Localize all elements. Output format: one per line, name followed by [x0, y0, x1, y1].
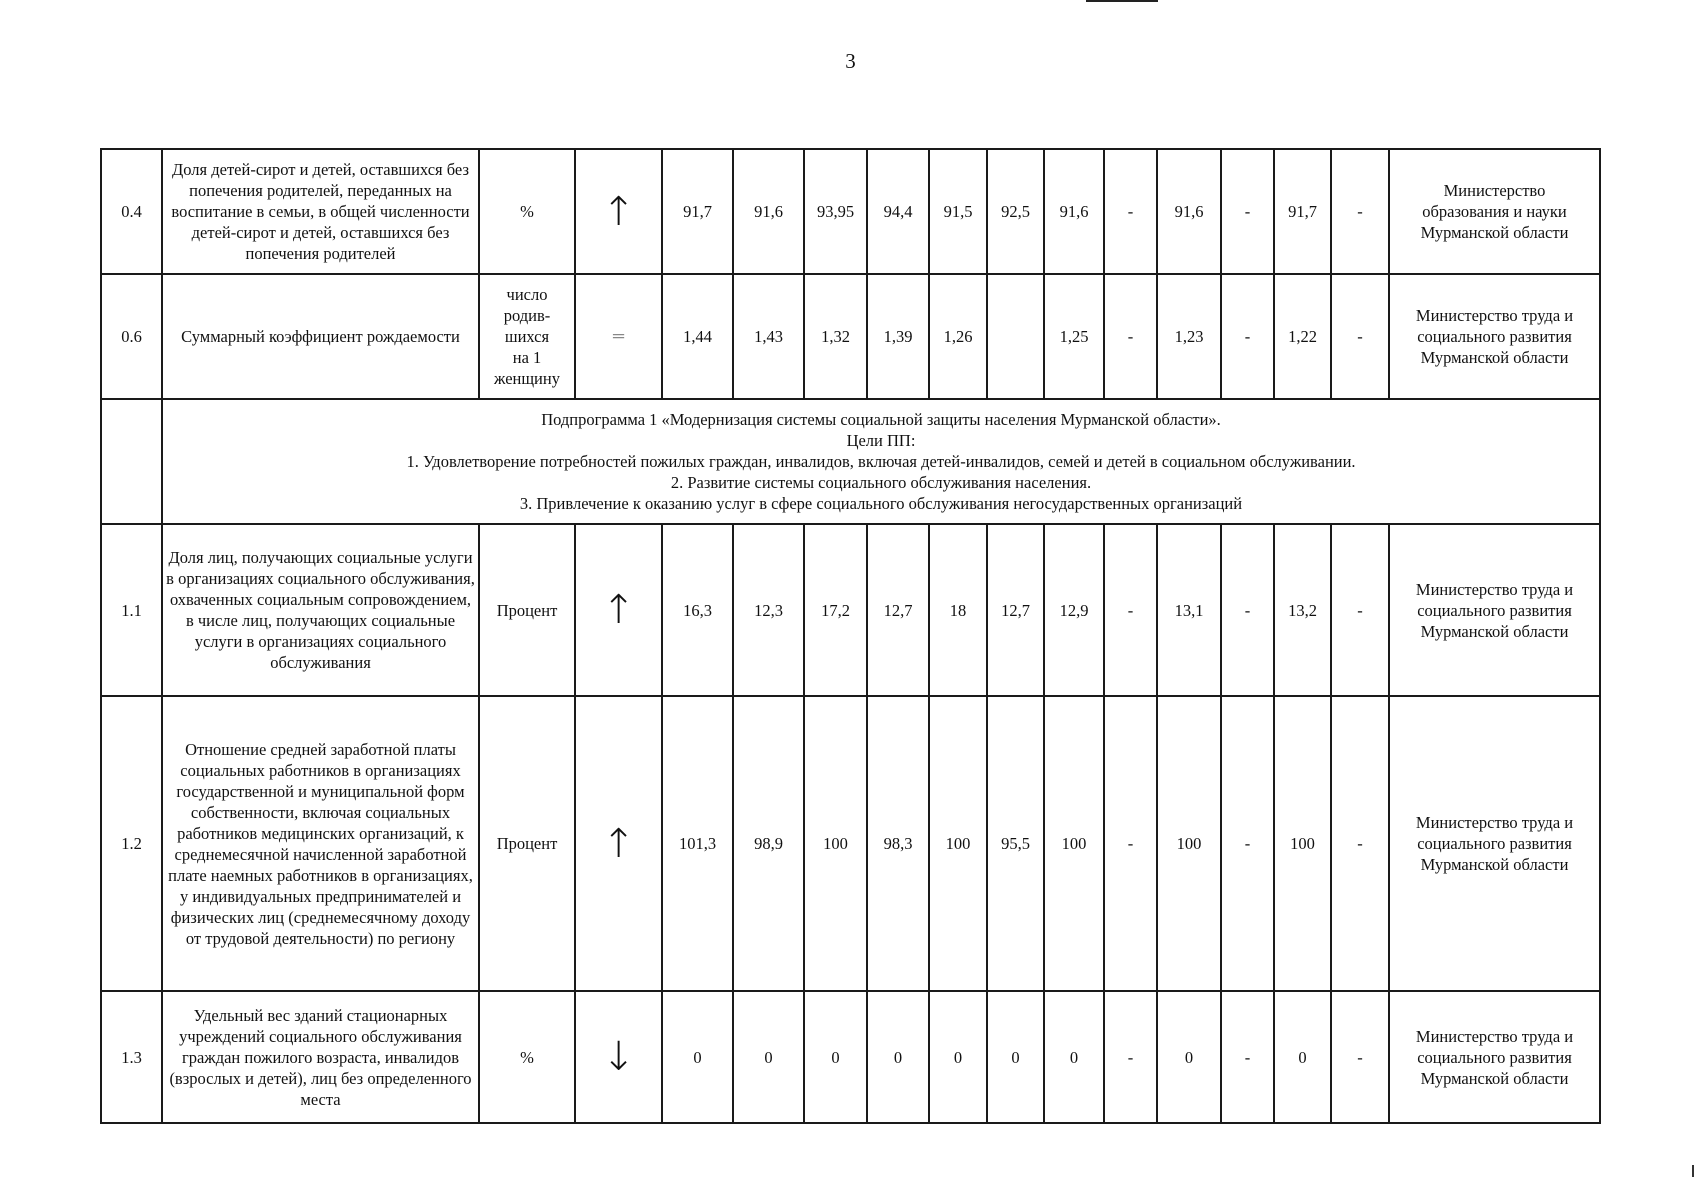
- indicator-name: Доля лиц, получающих социальные услуги в организациях социального обслуживания, охваченных социальным сопровождением, в числе лиц, получающих социальные услуги в организациях социального обслуживания: [162, 524, 479, 696]
- responsible-agency: Министерство труда и социального развития Мурманской области: [1389, 991, 1600, 1123]
- value-cell: 98,9: [733, 696, 804, 991]
- unit: Процент: [479, 696, 575, 991]
- value-cell: 13,1: [1157, 524, 1221, 696]
- table-row: [101, 696, 1600, 991]
- value-cell: 91,6: [1044, 149, 1104, 274]
- value-cell: 12,7: [987, 524, 1044, 696]
- indicator-name: Суммарный коэффициент рождаемости: [162, 274, 479, 399]
- value-cell: 91,6: [1157, 149, 1221, 274]
- value-cell: -: [1331, 149, 1389, 274]
- value-cell: 1,44: [662, 274, 733, 399]
- value-cell: -: [1221, 696, 1274, 991]
- value-cell: -: [1221, 991, 1274, 1123]
- row-number: 1.1: [101, 524, 162, 696]
- value-cell: 0: [929, 991, 987, 1123]
- value-cell: 0: [733, 991, 804, 1123]
- value-cell: 0: [987, 991, 1044, 1123]
- value-cell: 100: [1044, 696, 1104, 991]
- value-cell: -: [1331, 524, 1389, 696]
- arrow-down-icon: ↓: [575, 991, 662, 1123]
- row-number: 0.4: [101, 149, 162, 274]
- table-row: [101, 524, 1600, 696]
- value-cell: 0: [1044, 991, 1104, 1123]
- subprogram-goal: 1. Удовлетворение потребностей пожилых граждан, инвалидов, включая детей-инвалидов, семей и детей в социальном обслуживании.: [406, 452, 1356, 471]
- value-cell: -: [1104, 991, 1157, 1123]
- value-cell: 95,5: [987, 696, 1044, 991]
- value-cell: -: [1221, 274, 1274, 399]
- value-cell: 12,3: [733, 524, 804, 696]
- subprogram-row: [101, 399, 1600, 524]
- value-cell: 1,22: [1274, 274, 1331, 399]
- subprogram-goal: 2. Развитие системы социального обслуживания населения.: [670, 473, 1092, 492]
- value-cell: 0: [1274, 991, 1331, 1123]
- value-cell: 13,2: [1274, 524, 1331, 696]
- row-number: 0.6: [101, 274, 162, 399]
- value-cell: 1,26: [929, 274, 987, 399]
- value-cell: 0: [867, 991, 929, 1123]
- indicator-name: Удельный вес зданий стационарных учреждений социального обслуживания граждан пожилого возраста, инвалидов (взрослых и детей), лиц без определенного места: [162, 991, 479, 1123]
- equals-icon: =: [575, 274, 662, 399]
- value-cell: 98,3: [867, 696, 929, 991]
- top-rule: [1086, 0, 1158, 2]
- subprogram-title: Подпрограмма 1 «Модернизация системы социальной защиты населения Мурманской области».: [541, 410, 1221, 429]
- value-cell: 91,7: [662, 149, 733, 274]
- value-cell: 0: [662, 991, 733, 1123]
- value-cell: -: [1104, 274, 1157, 399]
- value-cell: 101,3: [662, 696, 733, 991]
- arrow-up-icon: ↑: [575, 696, 662, 991]
- row-number: 1.2: [101, 696, 162, 991]
- table-row: [101, 991, 1600, 1123]
- value-cell: -: [1104, 524, 1157, 696]
- table-row: [101, 149, 1600, 274]
- value-cell: 1,32: [804, 274, 867, 399]
- value-cell: -: [1331, 696, 1389, 991]
- value-cell: 100: [929, 696, 987, 991]
- value-cell: 94,4: [867, 149, 929, 274]
- value-cell: 1,25: [1044, 274, 1104, 399]
- unit: %: [479, 149, 575, 274]
- value-cell: 12,9: [1044, 524, 1104, 696]
- responsible-agency: Министерство образования и науки Мурманской области: [1389, 149, 1600, 274]
- arrow-up-icon: ↑: [575, 149, 662, 274]
- unit: число родив- шихся на 1 женщину: [479, 274, 575, 399]
- arrow-up-icon: ↑: [575, 524, 662, 696]
- value-cell: 93,95: [804, 149, 867, 274]
- value-cell: 92,5: [987, 149, 1044, 274]
- value-cell: -: [1221, 524, 1274, 696]
- responsible-agency: Министерство труда и социального развития Мурманской области: [1389, 696, 1600, 991]
- value-cell: 91,5: [929, 149, 987, 274]
- indicator-name: Отношение средней заработной платы социальных работников в организациях государственной и муниципальной форм собственности, включая социальных работников медицинских организаций, к среднемесячной начисленной заработной плате наемных работников в организациях, у индивидуальных предпринимателей и физических лиц (среднемесячному доходу от трудовой деятельности) по региону: [162, 696, 479, 991]
- value-cell: -: [1331, 274, 1389, 399]
- value-cell: 0: [1157, 991, 1221, 1123]
- indicator-name: Доля детей-сирот и детей, оставшихся без попечения родителей, переданных на воспитание в семьи, в общей численности детей-сирот и детей, оставшихся без попечения родителей: [162, 149, 479, 274]
- value-cell: -: [1104, 696, 1157, 991]
- value-cell: -: [1221, 149, 1274, 274]
- value-cell: -: [1104, 149, 1157, 274]
- value-cell: 1,43: [733, 274, 804, 399]
- value-cell: [987, 274, 1044, 399]
- value-cell: 91,6: [733, 149, 804, 274]
- value-cell: 100: [1274, 696, 1331, 991]
- value-cell: 16,3: [662, 524, 733, 696]
- value-cell: 1,23: [1157, 274, 1221, 399]
- row-number-empty: [101, 399, 162, 524]
- subprogram-description: [162, 399, 1600, 524]
- table-row: [101, 274, 1600, 399]
- subprogram-goal: 3. Привлечение к оказанию услуг в сфере социального обслуживания негосударственных организаций: [519, 494, 1243, 513]
- unit: Процент: [479, 524, 575, 696]
- value-cell: 12,7: [867, 524, 929, 696]
- responsible-agency: Министерство труда и социального развития Мурманской области: [1389, 524, 1600, 696]
- value-cell: 100: [804, 696, 867, 991]
- row-number: 1.3: [101, 991, 162, 1123]
- value-cell: 100: [1157, 696, 1221, 991]
- value-cell: 17,2: [804, 524, 867, 696]
- value-cell: 18: [929, 524, 987, 696]
- indicators-table: [100, 148, 1601, 1124]
- value-cell: -: [1331, 991, 1389, 1123]
- scan-mark: [1692, 1165, 1694, 1177]
- value-cell: 0: [804, 991, 867, 1123]
- page-number: 3: [845, 49, 856, 73]
- responsible-agency: Министерство труда и социального развития Мурманской области: [1389, 274, 1600, 399]
- subprogram-goals-label: Цели ПП:: [846, 431, 916, 450]
- unit: %: [479, 991, 575, 1123]
- value-cell: 1,39: [867, 274, 929, 399]
- value-cell: 91,7: [1274, 149, 1331, 274]
